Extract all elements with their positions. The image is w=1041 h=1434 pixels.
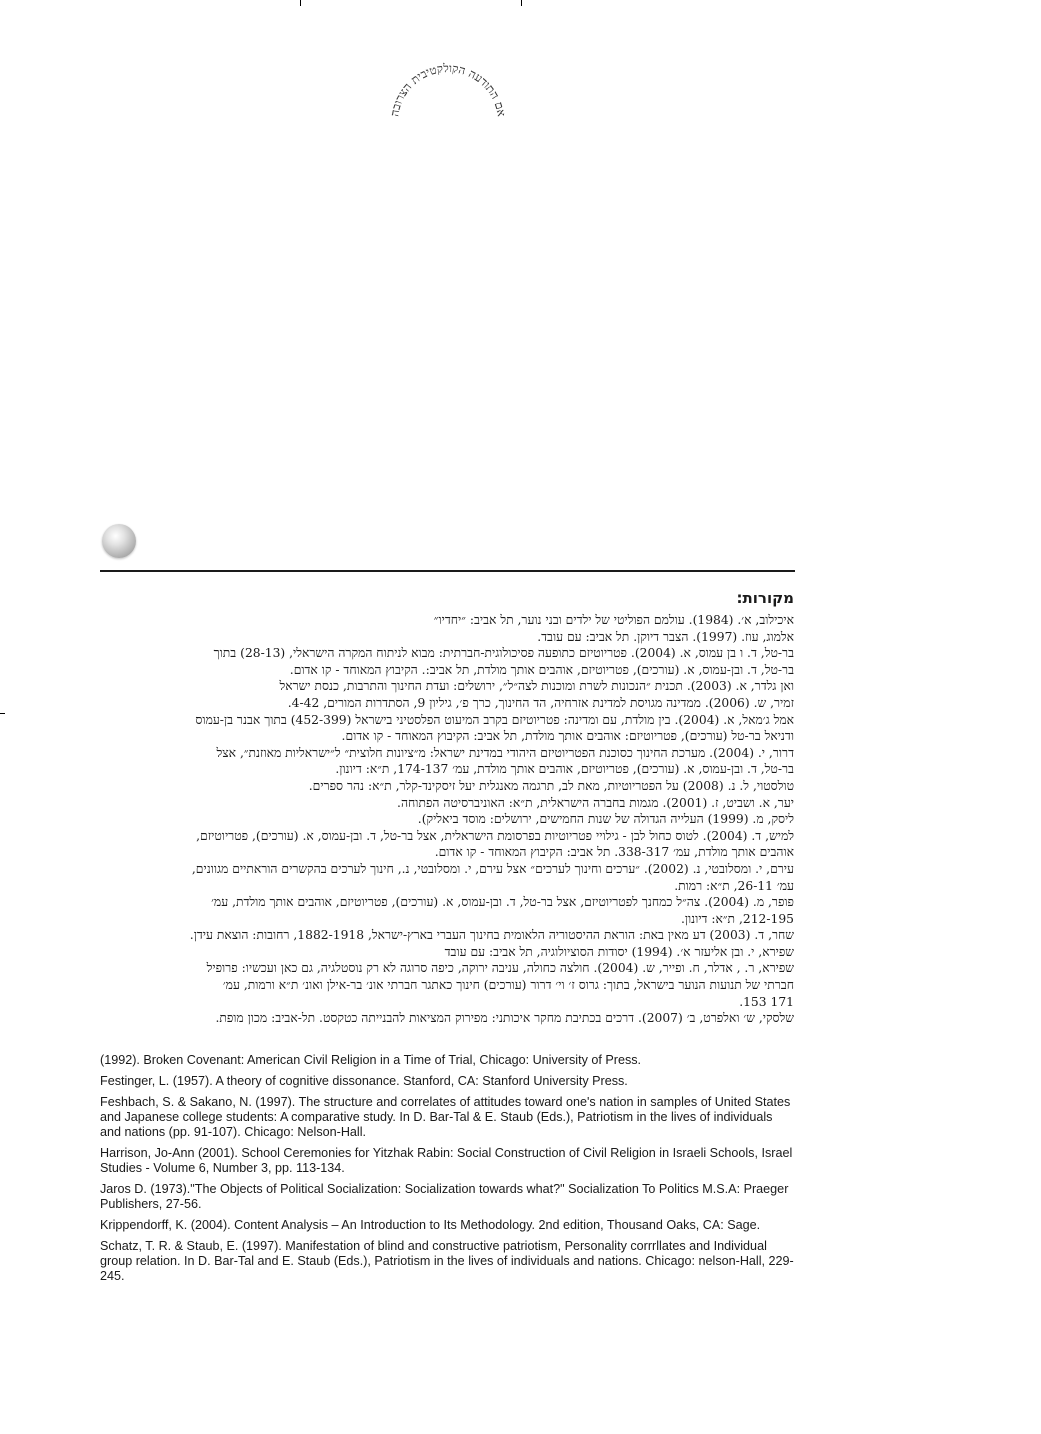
- reference-line: זמיר, ש. (2006). ממדינה מגויסת למדינת אזרחיה, הד החינוך, כרך פ׳, גיליון 9, הסתדרות המורים, 4-42.: [287, 695, 794, 710]
- crop-mark: [0, 713, 5, 714]
- reference-line: דרור, י. (2004). מערכת החינוך כסוכנת הפטריוטיזם היהודי במדינת ישראל: מ״ציונות חלוצית״ ל״ישראליות מאוזנת״, אצל: [216, 745, 794, 760]
- reference-line: ואן גלדר, א. (2003). תכנית ״הנכונות לשרת ומוכנות לצה״ל״, ירושלים: ועדת החינוך והתרבות, כנסת ישראל: [279, 679, 794, 694]
- reference-line: אמל ג׳מאל, א. (2004). בין מולדת, עם ומדינה: פטריוטיזם בקרב המיעוט הפלסטיני בישראל (452-399) בתוך אבנר בן-עמוס: [195, 712, 794, 727]
- decorative-ball: [102, 524, 136, 558]
- divider-rule: [100, 570, 795, 572]
- references-heading: מקורות:: [736, 589, 794, 607]
- reference-line: אוהבים אותך מולדת, עמ׳ 338-317. תל אביב: הקיבוץ המאוחד - קו אדום.: [434, 845, 794, 860]
- reference-line: שלסקי, ש׳ ואלפרט, ב׳ (2007). דרכים בכתיבת מחקר איכותני: מפירוק המציאות להבנייתה כטקסט. תל-אביב: מכון מופת.: [215, 1011, 794, 1026]
- reference-line: איכילוב, א׳. (1984). עולמם הפוליטי של ילדים ובני נוער, תל אביב: ״יחדיו״: [433, 613, 794, 627]
- hebrew-references: [100, 612, 794, 1027]
- arc-title-graphic: [370, 30, 520, 140]
- english-reference: (1992). Broken Covenant: American Civil Religion in a Time of Trial, Chicago: University of Press.: [100, 1053, 642, 1067]
- reference-line: אלמוג, עוז. (1997). הצבר דיוקן. תל אביב: עם עובד.: [537, 629, 794, 644]
- reference-line: שחר, ד. (2003) דע מאין באת: הוראת ההיסטוריה הלאומית בחינוך העברי בארץ-ישראל, 1882-1918, רחובות: הוצאת עידן.: [189, 928, 794, 943]
- arc-title-text: אם התודעה הקולקטיבית הצרובה: [387, 60, 509, 118]
- english-reference: Krippendorff, K. (2004). Content Analysis – An Introduction to Its Methodology. 2nd edition, Thousand Oaks, CA: Sage.: [100, 1218, 761, 1232]
- reference-line: 212-195, ת״א: דיונון.: [680, 911, 794, 926]
- reference-line: עירם, י. ומסלובטי, נ. (2002). ״ערכים וחינוך לערכים״ אצל עירם, י. ומסלובטי, נ., חינוך לערכים בהקשרים הוראתיים מגוונים,: [191, 861, 794, 876]
- reference-line: עמ׳ 26-11, ת״א: רמות.: [674, 878, 794, 893]
- reference-line: בר-טל, ד. ו בן עמוס, א. (2004). פטריוטיזם כתופעה פסיכולוגית-חברתית: מבוא לניתוח המקרה הישראלי, (28-13) בתוך: [213, 646, 794, 661]
- english-reference: Festinger, L. (1957). A theory of cognitive dissonance. Stanford, CA: Stanford University Press.: [100, 1074, 628, 1088]
- crop-mark: [521, 0, 522, 6]
- reference-line: 171 153.: [739, 994, 794, 1009]
- reference-line: טולסטוי, ל. נ. (2008) על הפטריוטיות, מאת לב, תרגמה מאנגלית יעל זיסקינד-קלר, ת״א: נהר ספרים.: [308, 778, 794, 793]
- reference-line: חברתי של תנועות הנוער בישראל, בתוך: גרוס ז׳ וי׳ דרור (עורכים) חינוך כאתגר חברתי אונ׳ בר-אילן ואונ׳ ת״א ורמות, עמ׳: [222, 978, 794, 993]
- reference-line: שפירא, ר. , אדלר, ח. ופייר, ש. (2004). חולצה כחולה, עניבה ירוקה, כיפה סרוגה לא רק נוסטלגיה, גם כאן ועכשיו: פרופיל: [206, 961, 794, 976]
- reference-line: ליסק, מ. (1999) העלייה הגדולה של שנות החמישים, ירושלים: מוסד ביאליק).: [417, 812, 794, 827]
- reference-line: פופר, מ. (2004). צה״ל כמחנך לפטריוטיזם, אצל בר-טל, ד. ובן-עמוס, א. (עורכים), פטריוטיזם, אוהבים אותך מולדת, עמ׳: [211, 895, 794, 910]
- english-reference: Feshbach, S. & Sakano, N. (1997). The structure and correlates of attitudes toward one's nation in samples of United States and Japanese college students: A comparative study. In D. Bar-Tal & E. Staub (Eds.), Patriotism in the lives of individuals and nations (pp. 91-107). Chicago: Nelson-Hall.: [100, 1095, 791, 1139]
- svg-text:אם התודעה הקולקטיבית הצרובה: [387, 61, 508, 118]
- english-references: [100, 1053, 794, 1290]
- english-reference: Schatz, T. R. & Staub, E. (1997). Manifestation of blind and constructive patriotism, Personality corrrllates and Individual group relation. In D. Bar-Tal and E. Staub (Eds.), Patriotism in the lives of individuals and nations. Chicago: nelson-Hall, 229-245.: [100, 1239, 794, 1283]
- reference-line: יער, א. ושביט, ז. (2001). מגמות בחברה הישראלית, ת״א: האוניברסיטה הפתוחה.: [397, 795, 794, 810]
- reference-line: למיש, ד. (2004). לטוס כחול לבן - גילויי פטריוטיות בפרסומת הישראלית, אצל בר-טל, ד. ובן-עמוס, א. (עורכים), פטריוטיזם,: [196, 828, 794, 843]
- reference-line: בר-טל, ד. ובן-עמוס, א. (עורכים), פטריוטיזם, אוהבים אותך מולדת, עמ׳ 174-137, ת״א: דיונון.: [335, 762, 794, 777]
- english-reference: Jaros D. (1973)."The Objects of Political Socialization: Socialization towards what?" Socialization To Politics M.S.A: Praeger Publishers, 27-56.: [100, 1182, 789, 1211]
- reference-line: שפירא, י. ובן אליעזר א׳. (1994) יסודות הסוציולוגיה, תל אביב: עם עובד: [444, 944, 794, 959]
- reference-line: בר-טל, ד. ובן-עמוס, א. (עורכים), פטריוטיזם, אוהבים אותך מולדת, תל אביב:. הקיבוץ המאוחד - קו אדום.: [289, 662, 794, 677]
- reference-line: ודניאל בר-טל (עורכים), פטריוטיזם: אוהבים אותך מולדת, תל אביב: הקיבוץ המאוחד - קו אדום.: [341, 729, 794, 744]
- crop-mark: [300, 0, 301, 6]
- english-reference: Harrison, Jo-Ann (2001). School Ceremonies for Yitzhak Rabin: Social Construction of Civil Religion in Israeli Schools, Israel Studies - Volume 6, Number 3, pp. 113-134.: [100, 1146, 793, 1175]
